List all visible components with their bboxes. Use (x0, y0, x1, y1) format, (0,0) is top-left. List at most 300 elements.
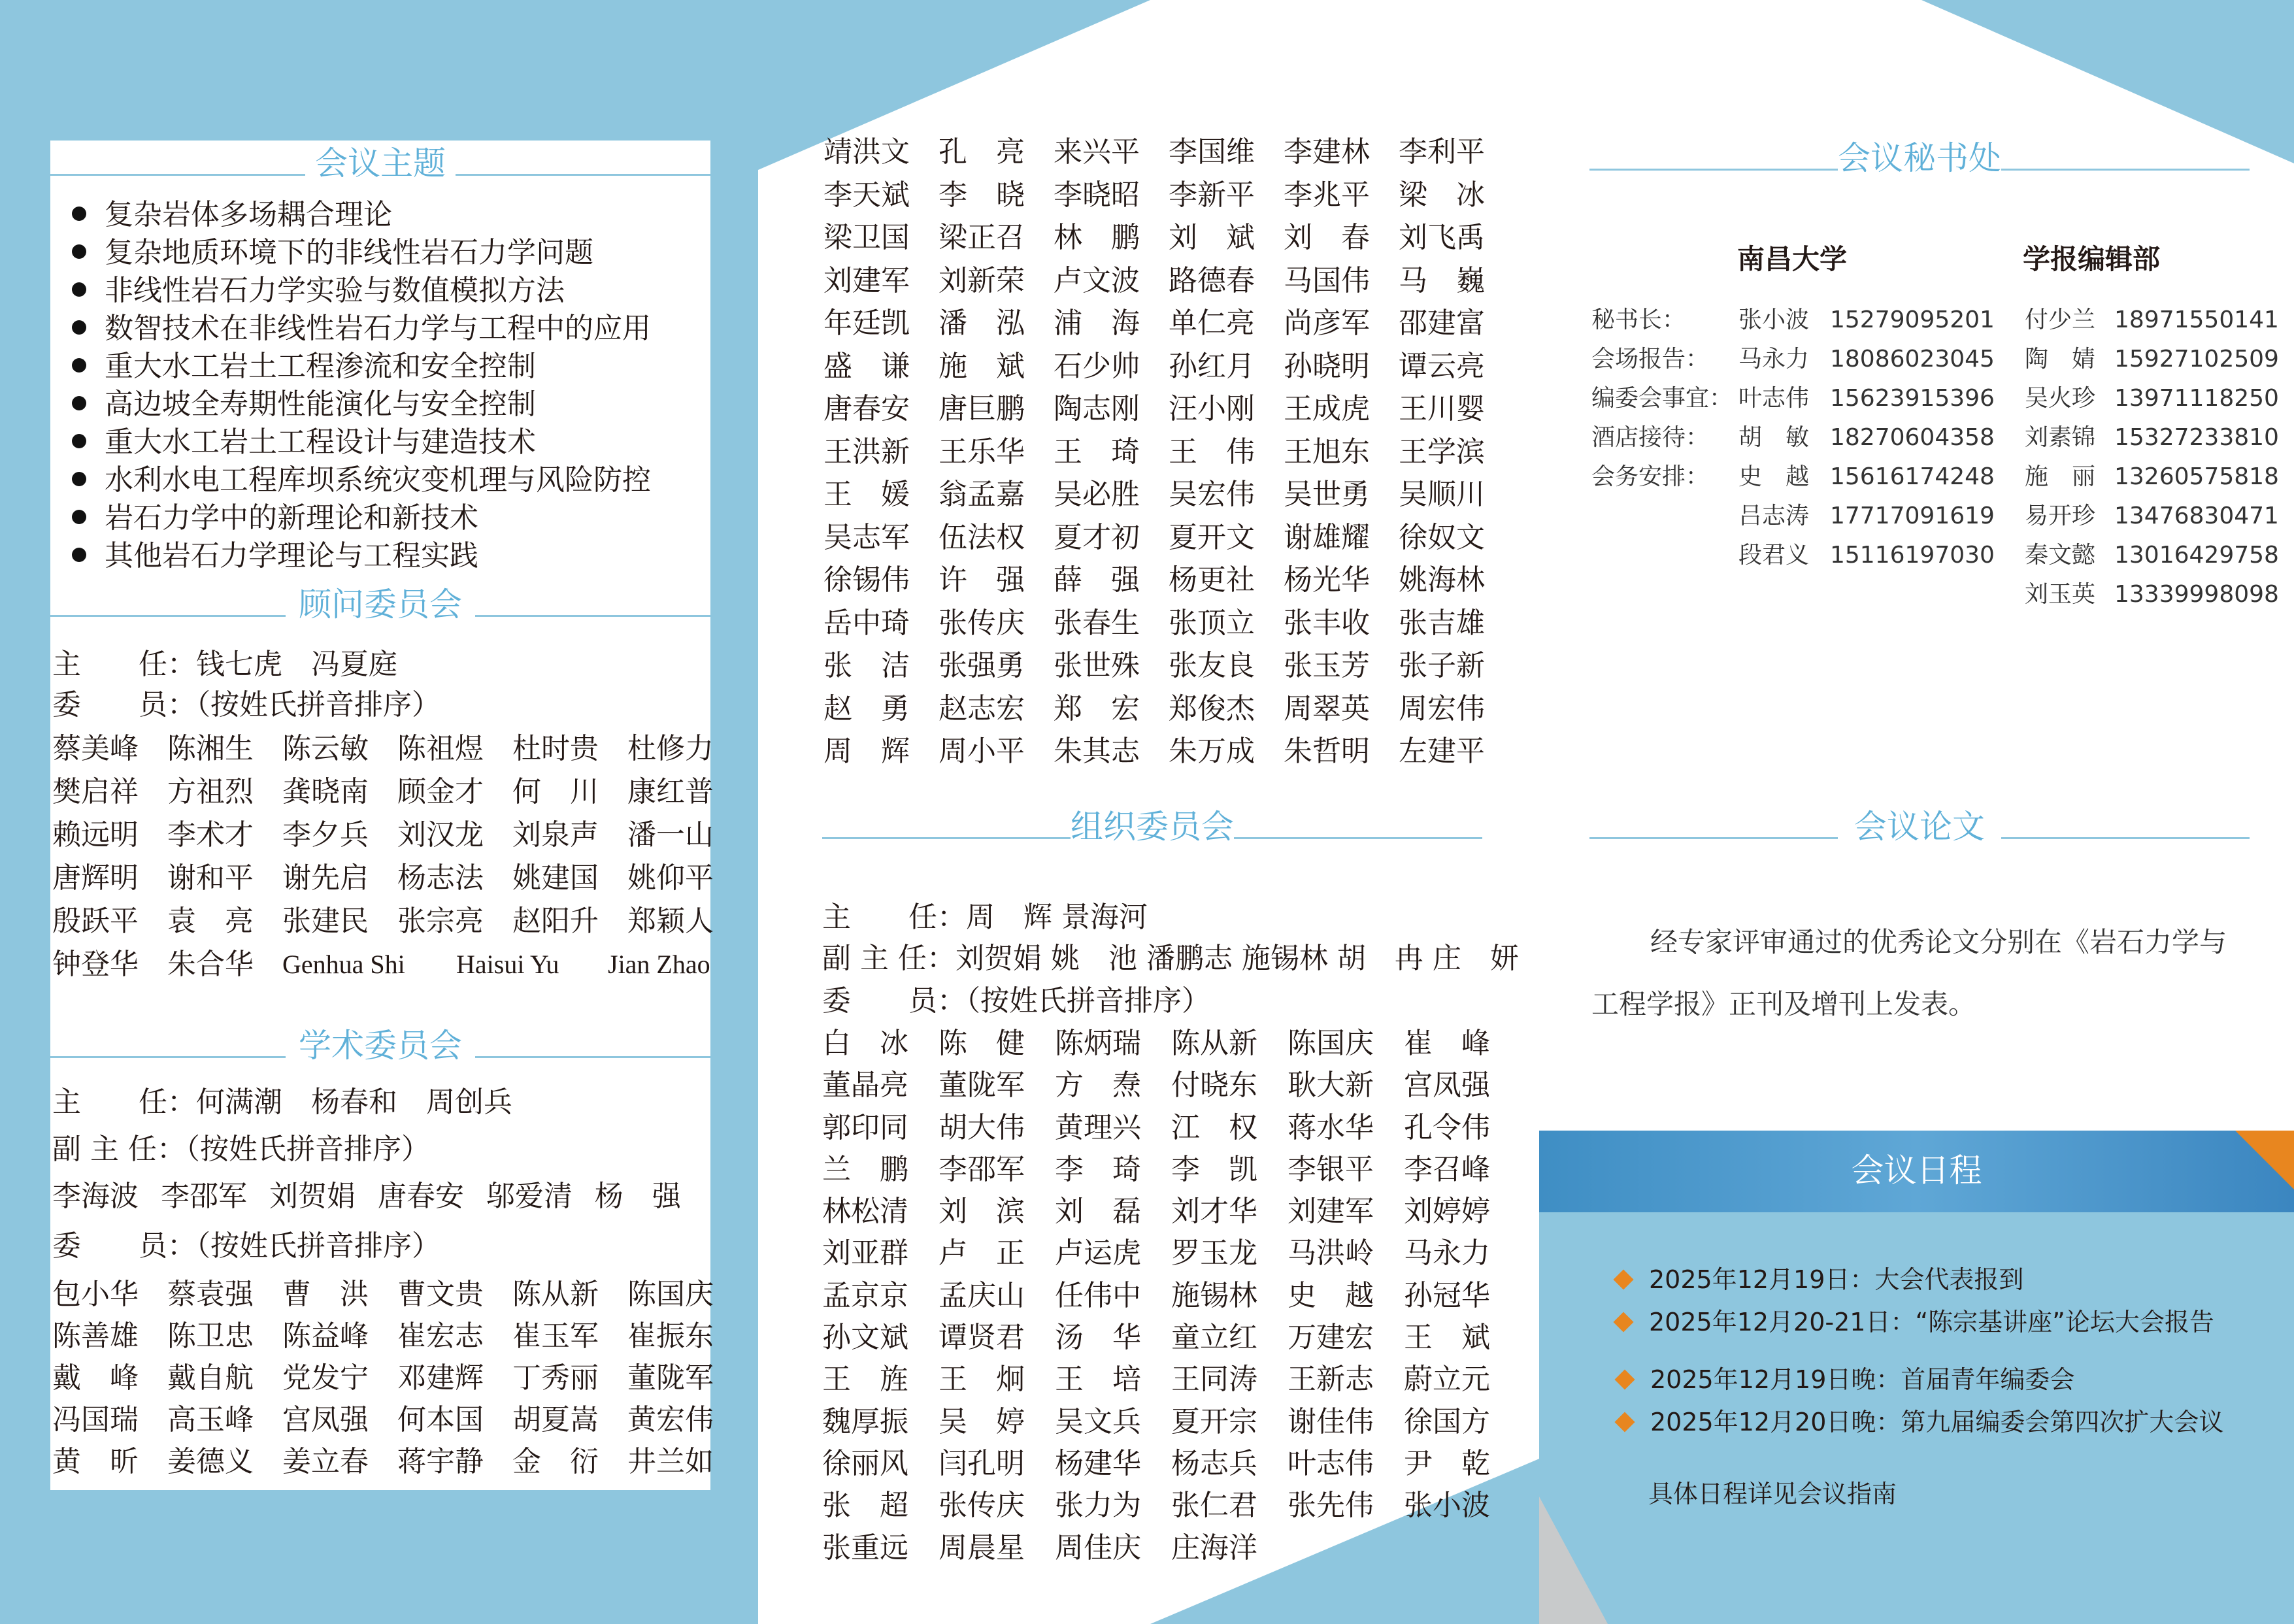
secretariat-phone: 13016429758 (2114, 542, 2279, 569)
name-cell: 谭贤君 (939, 1321, 1025, 1355)
secretariat-col1-header: 南昌大学 (1737, 243, 1848, 275)
name-cell: Jian Zhao (608, 950, 710, 979)
name-cell: 谢和平 (167, 861, 254, 895)
name-cell: 朱万成 (1169, 735, 1255, 768)
secretariat-name: 吕志涛 (1738, 503, 1810, 529)
name-cell: 叶志伟 (1288, 1446, 1374, 1480)
name-cell: 王 炯 (939, 1363, 1025, 1397)
diamond-icon (1614, 1412, 1635, 1432)
name-cell: 郑颖人 (627, 904, 714, 938)
name-cell: 唐春安 (823, 392, 910, 425)
name-cell: 李天斌 (823, 178, 910, 212)
name-cell: 陶志刚 (1054, 392, 1140, 425)
list-item: 高边坡全寿期性能演化与安全控制 (72, 386, 536, 423)
name-cell: 张友良 (1169, 649, 1255, 682)
name-cell: 王 琦 (1054, 435, 1140, 469)
name-cell: 李 晓 (939, 178, 1025, 212)
secretariat-name: 胡 敏 (1738, 424, 1810, 451)
name-cell: 杜修力 (627, 732, 714, 765)
name-cell: 张宗亮 (397, 904, 484, 938)
name-cell: 蔡美峰 (52, 732, 139, 765)
name-cell: 张仁君 (1171, 1489, 1257, 1523)
name-cell: 姚建国 (512, 861, 599, 895)
list-item: 复杂地质环境下的非线性岩石力学问题 (72, 234, 593, 272)
secretariat-phone: 15279095201 (1830, 307, 1995, 333)
name-cell: 周 辉 (823, 735, 910, 768)
name-cell: 王 培 (1055, 1363, 1141, 1397)
schedule-note: 具体日程详见会议指南 (1648, 1480, 1897, 1508)
name-cell: 张子新 (1399, 649, 1485, 682)
name-cell: 夏才初 (1054, 520, 1140, 554)
advisory-members-label: 委 员：（按姓氏拼音排序） (52, 688, 441, 721)
name-cell: 方 焘 (1055, 1069, 1141, 1102)
name-cell: 胡夏嵩 (512, 1403, 599, 1436)
name-cell: 朱合华 (167, 948, 254, 981)
name-cell: 谢佳伟 (1288, 1404, 1374, 1438)
name-cell: 陈国庆 (1288, 1027, 1374, 1060)
name-cell: 浦 海 (1054, 307, 1140, 340)
academic-members-label: 委 员：（按姓氏拼音排序） (52, 1229, 441, 1263)
secretariat-table (1591, 301, 2279, 732)
papers-text-line1: 经专家评审通过的优秀论文分别在《岩石力学与 (1650, 926, 2227, 958)
name-cell: 潘一山 (627, 818, 714, 852)
name-cell: 刘 滨 (939, 1195, 1025, 1229)
schedule-item: 2025年12月19日：大会代表报到 (1616, 1261, 2023, 1298)
name-cell: 卢运虎 (1055, 1236, 1141, 1270)
name-cell: 张 洁 (823, 649, 910, 682)
name-cell: 张 超 (822, 1489, 908, 1523)
name-cell: 陈国庆 (627, 1278, 714, 1311)
name-cell: 潘 泓 (939, 307, 1025, 340)
name-cell: Haisui Yu (456, 950, 559, 979)
name-cell: 徐锡伟 (823, 563, 910, 597)
name-cell: 史 越 (1288, 1278, 1374, 1312)
name-cell: 周宏伟 (1399, 691, 1485, 725)
name-cell: 何本国 (397, 1403, 484, 1436)
name-cell: 兰 鹏 (822, 1152, 908, 1186)
name-cell: 孙红月 (1169, 349, 1255, 383)
secretariat-phone: 13260575818 (2114, 463, 2279, 490)
name-cell: 孟庆山 (939, 1278, 1025, 1312)
name-cell: 张小波 (1404, 1489, 1490, 1523)
name-cell: 金 衍 (512, 1445, 599, 1478)
name-cell: 赵志宏 (939, 691, 1025, 725)
diamond-icon (1613, 1269, 1633, 1289)
name-cell: 张丰收 (1284, 606, 1370, 640)
secretariat-name: 吴火珍 (2025, 385, 2096, 412)
academic-vice: 李海波 李邵军 刘贺娟 唐春安 邬爱清 杨 强 (52, 1180, 681, 1213)
secretariat-name: 史 越 (1738, 463, 1810, 490)
name-cell: 杜时贵 (512, 732, 599, 765)
name-cell: 曹 洪 (282, 1278, 369, 1311)
papers-text-line2: 工程学报》正刊及增刊上发表。 (1591, 988, 1976, 1020)
middle-top-members (823, 133, 1516, 776)
diamond-icon (1613, 1312, 1633, 1332)
bullet-icon (72, 510, 86, 524)
secretariat-name: 易开珍 (2025, 503, 2096, 529)
name-cell: 张玉芳 (1284, 649, 1370, 682)
name-cell: 李建林 (1284, 135, 1370, 169)
org-members-label: 委 员：（按姓氏拼音排序） (822, 984, 1210, 1018)
name-cell: 陈益峰 (282, 1319, 369, 1353)
secretariat-name: 付少兰 (2025, 307, 2096, 333)
bullet-icon (72, 244, 86, 259)
name-cell: 张世殊 (1054, 649, 1140, 682)
name-cell: 万建宏 (1288, 1321, 1374, 1355)
name-cell: 孙晓明 (1284, 349, 1370, 383)
list-item: 其他岩石力学理论与工程实践 (72, 537, 478, 575)
name-cell: 姚海林 (1399, 563, 1485, 597)
list-item: 重大水工岩土工程渗流和安全控制 (72, 348, 536, 386)
name-cell: 路德春 (1169, 263, 1255, 297)
org-header (822, 801, 1482, 853)
name-cell: 薛 强 (1054, 563, 1140, 597)
name-cell: 施锡林 (1171, 1278, 1257, 1312)
name-cell: 李术才 (167, 818, 254, 852)
diamond-icon (1614, 1369, 1635, 1389)
name-cell: 李夕兵 (282, 818, 369, 852)
name-cell: 李利平 (1399, 135, 1485, 169)
bullet-icon (72, 548, 86, 562)
bullet-icon (72, 396, 86, 410)
papers-title: 会议论文 (1854, 808, 1985, 846)
schedule-title: 会议日程 (1851, 1152, 1982, 1189)
name-cell: 孟京京 (822, 1278, 908, 1312)
name-cell: 刘亚群 (822, 1236, 908, 1270)
list-item: 数智技术在非线性岩石力学与工程中的应用 (72, 310, 651, 348)
academic-members (52, 1276, 712, 1485)
advisory-title: 顾问委员会 (299, 586, 462, 623)
name-cell: 赵阳升 (512, 904, 599, 938)
name-cell: 白 冰 (822, 1027, 908, 1060)
name-cell: 崔玉军 (512, 1319, 599, 1353)
name-cell: 姜德义 (167, 1445, 254, 1478)
name-cell: 魏厚振 (822, 1404, 908, 1438)
secretariat-name: 马永力 (1738, 346, 1810, 373)
name-cell: 刘飞禹 (1399, 221, 1485, 254)
name-cell: 林松清 (822, 1195, 908, 1229)
secretariat-phone: 15116197030 (1830, 542, 1995, 569)
name-cell: 陈从新 (1171, 1027, 1257, 1060)
name-cell: 刘泉声 (512, 818, 599, 852)
name-cell: 谢雄耀 (1284, 520, 1370, 554)
name-cell: 张顶立 (1169, 606, 1255, 640)
name-cell: 李邵军 (939, 1152, 1025, 1186)
name-cell: 翁孟嘉 (939, 478, 1025, 511)
name-cell: 蔡袁强 (167, 1278, 254, 1311)
name-cell: 罗玉龙 (1171, 1236, 1257, 1270)
name-cell: 王 旌 (822, 1363, 908, 1397)
name-cell: 梁卫国 (823, 221, 910, 254)
name-cell: 杨志兵 (1171, 1446, 1257, 1480)
name-cell: 樊启祥 (52, 775, 139, 808)
name-cell: 张建民 (282, 904, 369, 938)
name-cell: 年廷凯 (823, 307, 910, 340)
secretariat-role: 会场报告： (1591, 346, 1710, 373)
name-cell: 刘汉龙 (397, 818, 484, 852)
name-cell: 朱哲明 (1284, 735, 1370, 768)
name-cell: 童立红 (1171, 1321, 1257, 1355)
org-title: 组织委员会 (1071, 808, 1234, 846)
name-cell: 黄 昕 (52, 1445, 139, 1478)
name-cell: 庄海洋 (1171, 1531, 1257, 1565)
name-cell: 刘 斌 (1169, 221, 1255, 254)
name-cell: 陈祖煜 (397, 732, 484, 765)
bullet-icon (72, 472, 86, 486)
name-cell: 马永力 (1404, 1236, 1490, 1270)
name-cell: 张强勇 (939, 649, 1025, 682)
name-cell: 夏开文 (1169, 520, 1255, 554)
name-cell: 董晶亮 (822, 1069, 908, 1102)
name-cell: 曹文贵 (397, 1278, 484, 1311)
name-cell: 蒋宇静 (397, 1445, 484, 1478)
name-cell: 吴必胜 (1054, 478, 1140, 511)
secretariat-name: 秦文懿 (2025, 542, 2096, 569)
name-cell: 董陇军 (627, 1361, 714, 1395)
name-cell: 周晨星 (939, 1531, 1025, 1565)
name-cell: 井兰如 (627, 1445, 714, 1478)
secretariat-col2-header: 学报编辑部 (2023, 243, 2161, 275)
name-cell: 崔振东 (627, 1319, 714, 1353)
name-cell: 陈云敏 (282, 732, 369, 765)
secretariat-name: 刘素锦 (2025, 424, 2096, 451)
name-cell: 梁正召 (939, 221, 1025, 254)
name-cell: Genhua Shi (282, 950, 405, 979)
name-cell: 胡大伟 (939, 1110, 1025, 1144)
name-cell: 张力为 (1055, 1489, 1141, 1523)
name-cell: 周佳庆 (1055, 1531, 1141, 1565)
list-item: 岩石力学中的新理论和新技术 (72, 499, 478, 537)
secretariat-title: 会议秘书处 (1838, 139, 2001, 177)
name-cell: 刘 春 (1284, 221, 1370, 254)
name-cell: 张先伟 (1288, 1489, 1374, 1523)
name-cell: 施 斌 (939, 349, 1025, 383)
name-cell: 吴顺川 (1399, 478, 1485, 511)
name-cell: 马洪岭 (1288, 1236, 1374, 1270)
advisory-director: 主 任：钱七虎 冯夏庭 (52, 648, 397, 681)
name-cell: 马 巍 (1399, 263, 1485, 297)
name-cell: 邓建辉 (397, 1361, 484, 1395)
name-cell: 吴世勇 (1284, 478, 1370, 511)
secretariat-phone: 13339998098 (2114, 581, 2279, 608)
name-cell: 崔宏志 (397, 1319, 484, 1353)
secretariat-phone: 15623915396 (1830, 385, 1995, 412)
name-cell: 陈善雄 (52, 1319, 139, 1353)
name-cell: 李国维 (1169, 135, 1255, 169)
secretariat-name: 陶 婧 (2025, 346, 2096, 373)
name-cell: 郑俊杰 (1169, 691, 1255, 725)
name-cell: 陈炳瑞 (1055, 1027, 1141, 1060)
name-cell: 孔 亮 (939, 135, 1025, 169)
name-cell: 郑 宏 (1054, 691, 1140, 725)
papers-header (1589, 801, 2250, 853)
name-cell: 单仁亮 (1169, 307, 1255, 340)
secretariat-phone: 18270604358 (1830, 424, 1995, 451)
name-cell: 黄宏伟 (627, 1403, 714, 1436)
secretariat-role: 会务安排： (1591, 463, 1710, 490)
name-cell: 刘 磊 (1055, 1195, 1141, 1229)
name-cell: 崔 峰 (1404, 1027, 1490, 1060)
name-cell: 钟登华 (52, 948, 139, 981)
name-cell: 伍法权 (939, 520, 1025, 554)
name-cell: 吴宏伟 (1169, 478, 1255, 511)
name-cell: 王旭东 (1284, 435, 1370, 469)
bullet-icon (72, 207, 86, 221)
name-cell: 吴志军 (823, 520, 910, 554)
name-cell: 尚彦军 (1284, 307, 1370, 340)
name-cell: 陈湘生 (167, 732, 254, 765)
topics-title: 会议主题 (315, 144, 446, 182)
secretariat-name: 张小波 (1738, 307, 1810, 333)
name-cell: 左建平 (1399, 735, 1485, 768)
name-cell: 李银平 (1288, 1152, 1374, 1186)
name-cell: 来兴平 (1054, 135, 1140, 169)
name-cell: 赵 勇 (823, 691, 910, 725)
topics-list (72, 196, 706, 588)
name-cell: 李 凯 (1171, 1152, 1257, 1186)
name-cell: 周翠英 (1284, 691, 1370, 725)
name-cell: 杨建华 (1055, 1446, 1141, 1480)
name-cell: 许 强 (939, 563, 1025, 597)
secretariat-name: 刘玉英 (2025, 581, 2096, 608)
name-cell: 任伟中 (1055, 1278, 1141, 1312)
secretariat-role: 秘书长： (1591, 307, 1686, 333)
name-cell: 王洪新 (823, 435, 910, 469)
academic-title: 学术委员会 (299, 1027, 462, 1065)
name-cell: 包小华 (52, 1278, 139, 1311)
secretariat-phone: 13971118250 (2114, 385, 2279, 412)
name-cell: 张吉雄 (1399, 606, 1485, 640)
secretariat-phone: 17717091619 (1830, 503, 1995, 529)
name-cell: 王新志 (1288, 1363, 1374, 1397)
name-cell: 戴自航 (167, 1361, 254, 1395)
bullet-icon (72, 434, 86, 448)
secretariat-phone: 15927102509 (2114, 346, 2279, 373)
name-cell: 何 川 (512, 775, 599, 808)
secretariat-name: 段君义 (1738, 542, 1810, 569)
name-cell: 汪小刚 (1169, 392, 1255, 425)
list-item: 重大水工岩土工程设计与建造技术 (72, 423, 536, 461)
name-cell: 邵建富 (1399, 307, 1485, 340)
name-cell: 林 鹏 (1054, 221, 1140, 254)
name-cell: 孙文斌 (822, 1321, 908, 1355)
name-cell: 梁 冰 (1399, 178, 1485, 212)
name-cell: 董陇军 (939, 1069, 1025, 1102)
name-cell: 卢文波 (1054, 263, 1140, 297)
name-cell: 吴 婷 (939, 1404, 1025, 1438)
secretariat-phone: 15616174248 (1830, 463, 1995, 490)
name-cell: 王乐华 (939, 435, 1025, 469)
name-cell: 赖远明 (52, 818, 139, 852)
name-cell: 袁 亮 (167, 904, 254, 938)
name-cell: 李兆平 (1284, 178, 1370, 212)
schedule-item: 2025年12月20-21日：“陈宗基讲座”论坛大会报告 (1616, 1304, 2214, 1340)
name-cell: 王同涛 (1171, 1363, 1257, 1397)
name-cell: 陈 健 (939, 1027, 1025, 1060)
advisory-header (50, 578, 710, 631)
name-cell: 蒋水华 (1288, 1110, 1374, 1144)
secretariat-header (1589, 132, 2250, 184)
name-cell: 蔚立元 (1404, 1363, 1490, 1397)
secretariat-phone: 18086023045 (1830, 346, 1995, 373)
name-cell: 李召峰 (1404, 1152, 1490, 1186)
name-cell: 刘婷婷 (1404, 1195, 1490, 1229)
topics-header (50, 137, 710, 190)
name-cell: 殷跃平 (52, 904, 139, 938)
name-cell: 张重远 (822, 1531, 908, 1565)
name-cell: 丁秀丽 (512, 1361, 599, 1395)
name-cell: 马国伟 (1284, 263, 1370, 297)
name-cell: 宫凤强 (1404, 1069, 1490, 1102)
name-cell: 杨更社 (1169, 563, 1255, 597)
name-cell: 姜立春 (282, 1445, 369, 1478)
secretariat-phone: 18971550141 (2114, 307, 2279, 333)
name-cell: 王 伟 (1169, 435, 1255, 469)
name-cell: 陈卫忠 (167, 1319, 254, 1353)
name-cell: 卢 正 (939, 1236, 1025, 1270)
name-cell: 李晓昭 (1054, 178, 1140, 212)
academic-vice-label: 副 主 任：（按姓氏拼音排序） (52, 1133, 430, 1166)
name-cell: 黄理兴 (1055, 1110, 1141, 1144)
name-cell: 付晓东 (1171, 1069, 1257, 1102)
name-cell: 张春生 (1054, 606, 1140, 640)
name-cell: 方祖烈 (167, 775, 254, 808)
secretariat-phone: 15327233810 (2114, 424, 2279, 451)
name-cell: 耿大新 (1288, 1069, 1374, 1102)
name-cell: 刘建军 (1288, 1195, 1374, 1229)
name-cell: 刘建军 (823, 263, 910, 297)
name-cell: 高玉峰 (167, 1403, 254, 1436)
name-cell: 杨光华 (1284, 563, 1370, 597)
secretariat-role: 酒店接待： (1591, 424, 1710, 451)
secretariat-name: 叶志伟 (1738, 385, 1810, 412)
name-cell: 张传庆 (939, 1489, 1025, 1523)
name-cell: 王 媛 (823, 478, 910, 511)
name-cell: 党发宁 (282, 1361, 369, 1395)
name-cell: 王成虎 (1284, 392, 1370, 425)
name-cell: 龚晓南 (282, 775, 369, 808)
name-cell: 岳中琦 (823, 606, 910, 640)
name-cell: 孔令伟 (1404, 1110, 1490, 1144)
name-cell: 石少帅 (1054, 349, 1140, 383)
name-cell: 汤 华 (1055, 1321, 1141, 1355)
org-members (822, 1025, 1528, 1571)
name-cell: 刘新荣 (939, 263, 1025, 297)
name-cell: 王川婴 (1399, 392, 1485, 425)
schedule-item: 2025年12月19日晚：首届青年编委会 (1618, 1361, 2074, 1398)
name-cell: 姚仰平 (627, 861, 714, 895)
name-cell: 盛 谦 (823, 349, 910, 383)
name-cell: 徐丽风 (822, 1446, 908, 1480)
name-cell: 陈从新 (512, 1278, 599, 1311)
name-cell: 李新平 (1169, 178, 1255, 212)
name-cell: 江 权 (1171, 1110, 1257, 1144)
secretariat-role: 编委会事宜： (1591, 385, 1733, 412)
academic-header (50, 1019, 710, 1072)
name-cell: 靖洪文 (823, 135, 910, 169)
org-director: 主 任：周 辉 景海河 (822, 901, 1148, 934)
name-cell: 李 琦 (1055, 1152, 1141, 1186)
name-cell: 徐国方 (1404, 1404, 1490, 1438)
name-cell: 徐奴文 (1399, 520, 1485, 554)
name-cell: 闫孔明 (939, 1446, 1025, 1480)
name-cell: 朱其志 (1054, 735, 1140, 768)
secretariat-name: 施 丽 (2025, 463, 2096, 490)
name-cell: 宫凤强 (282, 1403, 369, 1436)
academic-director: 主 任：何满潮 杨春和 周创兵 (52, 1085, 512, 1119)
list-item: 非线性岩石力学实验与数值模拟方法 (72, 272, 565, 310)
name-cell: 尹 乾 (1404, 1446, 1490, 1480)
